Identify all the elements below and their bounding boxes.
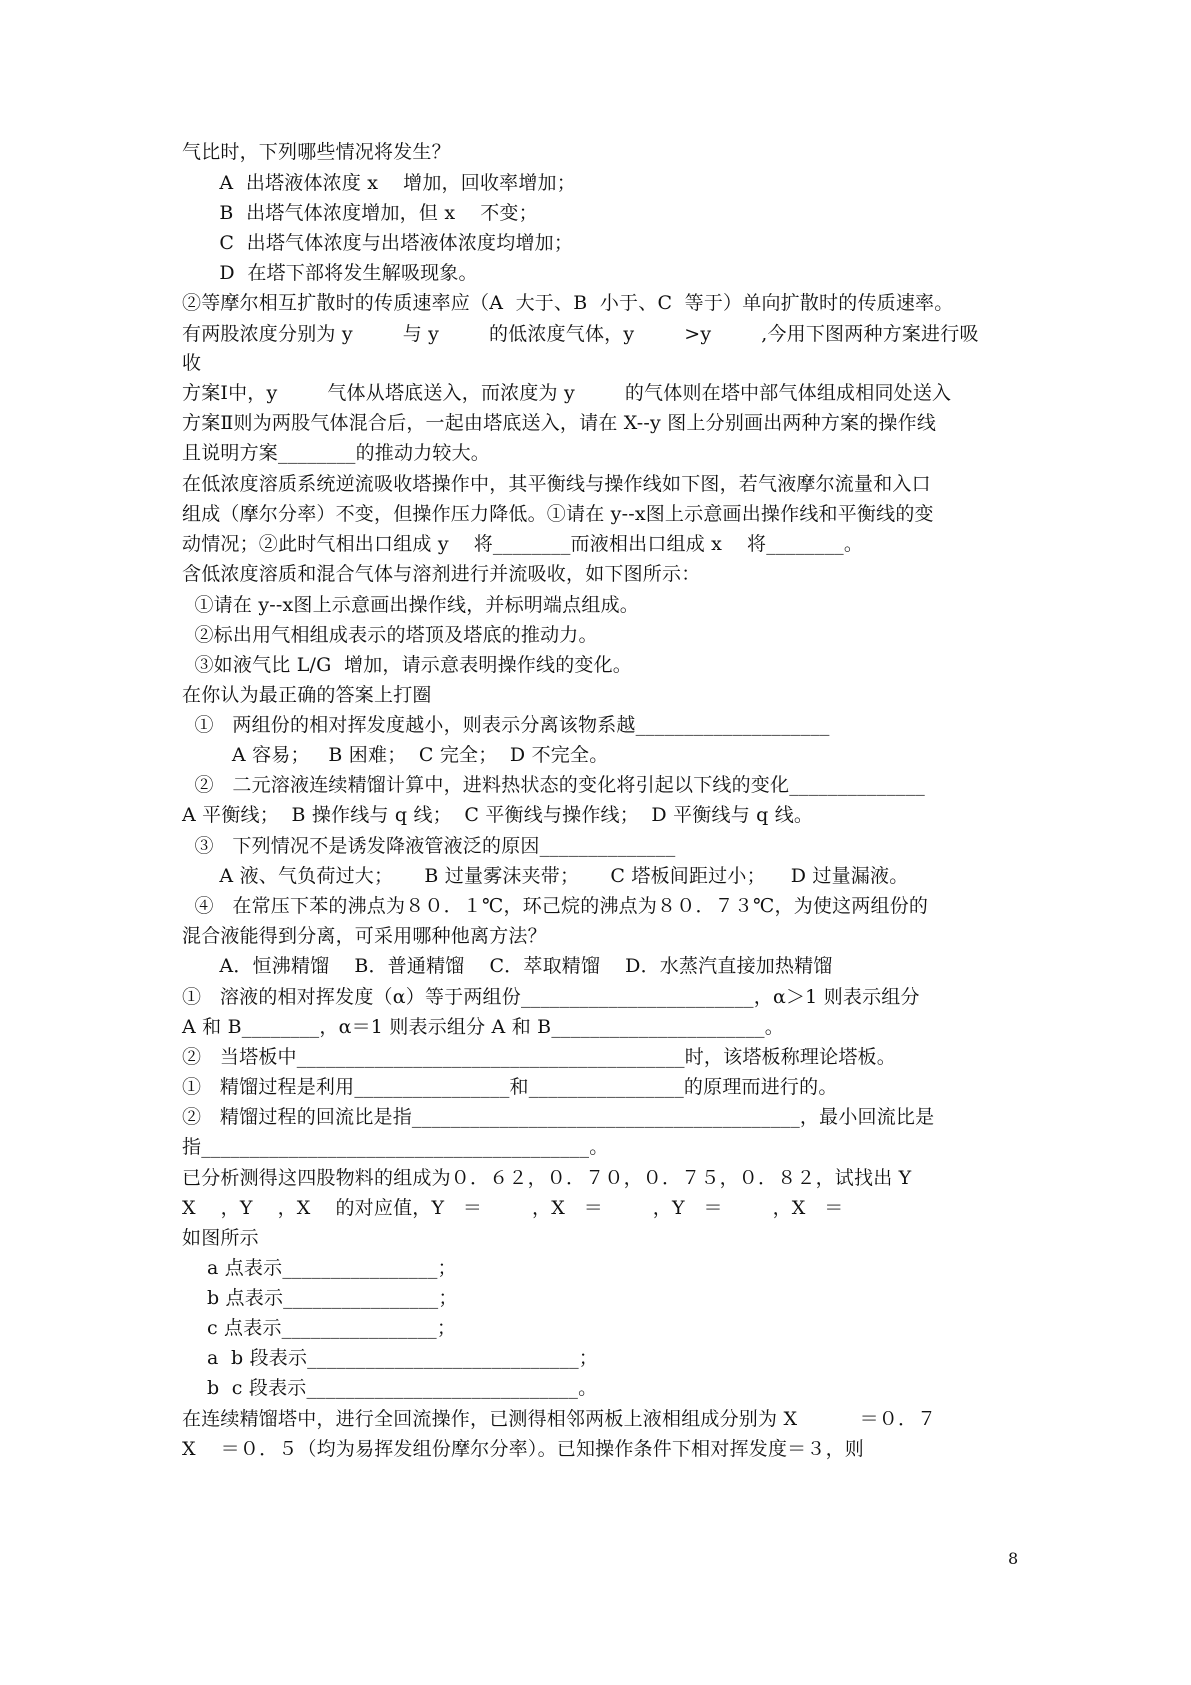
text-line: 如图所示 <box>182 1227 259 1249</box>
text-line: ①请在 y--x图上示意画出操作线，并标明端点组成。 <box>182 594 640 616</box>
text-line: 组成（摩尔分率）不变，但操作压力降低。①请在 y--x图上示意画出操作线和平衡线的变 <box>182 503 934 525</box>
text-line: A 容易； B 困难； C 完全； D 不完全。 <box>182 744 609 766</box>
text-line: A 出塔液体浓度 x 增加，回收率增加； <box>182 172 576 194</box>
page-number: 8 <box>1008 1549 1019 1568</box>
text-line: 已分析测得这四股物料的组成为０．６２，０．７０，０．７５，０．８２，试找出 Y <box>182 1167 912 1189</box>
text-line: 且说明方案________的推动力较大。 <box>182 442 491 464</box>
text-line: c 点表示________________； <box>182 1317 457 1339</box>
text-line: b 点表示________________； <box>182 1287 458 1309</box>
text-line: ③ 下列情况不是诱发降液管液泛的原因______________ <box>182 835 676 857</box>
text-line: 方案Ⅱ则为两股气体混合后，一起由塔底送入，请在 X--y 图上分别画出两种方案的操作线 <box>182 412 937 434</box>
text-line: 方案Ⅰ中，y 气体从塔底送入，而浓度为 y 的气体则在塔中部气体组成相同处送入 <box>182 382 952 404</box>
text-line: 混合液能得到分离，可采用哪种他离方法？ <box>182 925 547 947</box>
text-line: A 平衡线； B 操作线与 q 线； C 平衡线与操作线； D 平衡线与 q 线。 <box>182 804 814 826</box>
text-line: A 液、气负荷过大； B 过量雾沫夹带； C 塔板间距过小； D 过量漏液。 <box>182 865 909 887</box>
text-line: 气比时，下列哪些情况将发生？ <box>182 141 451 163</box>
text-line: A．恒沸精馏 B．普通精馏 C．萃取精馏 D．水蒸汽直接加热精馏 <box>182 955 833 977</box>
text-line: D 在塔下部将发生解吸现象。 <box>182 262 478 284</box>
text-line: 动情况；②此时气相出口组成 y 将________而液相出口组成 x 将________。 <box>182 533 864 555</box>
text-line: ② 当塔板中________________________________________时，该塔板称理论塔板。 <box>182 1046 896 1068</box>
text-line: X ＝０．５（均为易挥发组份摩尔分率）。已知操作条件下相对挥发度＝３，则 <box>182 1438 864 1460</box>
text-line: ③如液气比 L/G 增加，请示意表明操作线的变化。 <box>182 654 632 676</box>
text-line: C 出塔气体浓度与出塔液体浓度均增加； <box>182 232 574 254</box>
text-line: ② 精馏过程的回流比是指________________________________________，最小回流比是 <box>182 1106 935 1128</box>
text-line: ② 二元溶液连续精馏计算中，进料热状态的变化将引起以下线的变化______________ <box>182 774 925 796</box>
text-line: 有两股浓度分别为 y 与 y 的低浓度气体，y >y ,今用下图两种方案进行吸 <box>182 323 979 345</box>
text-line: b c 段表示____________________________。 <box>182 1377 598 1399</box>
text-line: ④ 在常压下苯的沸点为８０．１℃，环己烷的沸点为８０．７３℃，为使这两组份的 <box>182 895 929 917</box>
text-line: 在你认为最正确的答案上打圈 <box>182 684 432 706</box>
text-line: ① 两组份的相对挥发度越小，则表示分离该物系越____________________ <box>182 714 830 736</box>
text-line: ②标出用气相组成表示的塔顶及塔底的推动力。 <box>182 624 598 646</box>
text-line: X ，Y ，X 的对应值，Y ＝ ，X ＝ ，Y ＝ ，X ＝ <box>182 1197 844 1219</box>
text-line: B 出塔气体浓度增加，但 x 不变； <box>182 202 538 224</box>
text-line: ②等摩尔相互扩散时的传质速率应（A 大于、B 小于、C 等于）单向扩散时的传质速率。 <box>182 292 954 314</box>
text-line: ① 溶液的相对挥发度（α）等于两组份________________________，α＞1 则表示组分 <box>182 986 920 1008</box>
text-line: 含低浓度溶质和混合气体与溶剂进行并流吸收，如下图所示： <box>182 563 701 585</box>
text-line: 在连续精馏塔中，进行全回流操作，已测得相邻两板上液相组成分别为 X ＝０．７ <box>182 1408 937 1430</box>
text-line: A 和 B________，α＝1 则表示组分 A 和 B______________________。 <box>182 1016 784 1038</box>
text-line: a b 段表示____________________________； <box>182 1347 598 1369</box>
text-line: 指________________________________________。 <box>182 1136 609 1158</box>
text-line: ① 精馏过程是利用________________和________________的原理而进行的。 <box>182 1076 838 1098</box>
text-line: a 点表示________________； <box>182 1257 457 1279</box>
text-line: 在低浓度溶质系统逆流吸收塔操作中，其平衡线与操作线如下图，若气液摩尔流量和入口 <box>182 473 931 495</box>
text-line: 收 <box>182 352 202 374</box>
